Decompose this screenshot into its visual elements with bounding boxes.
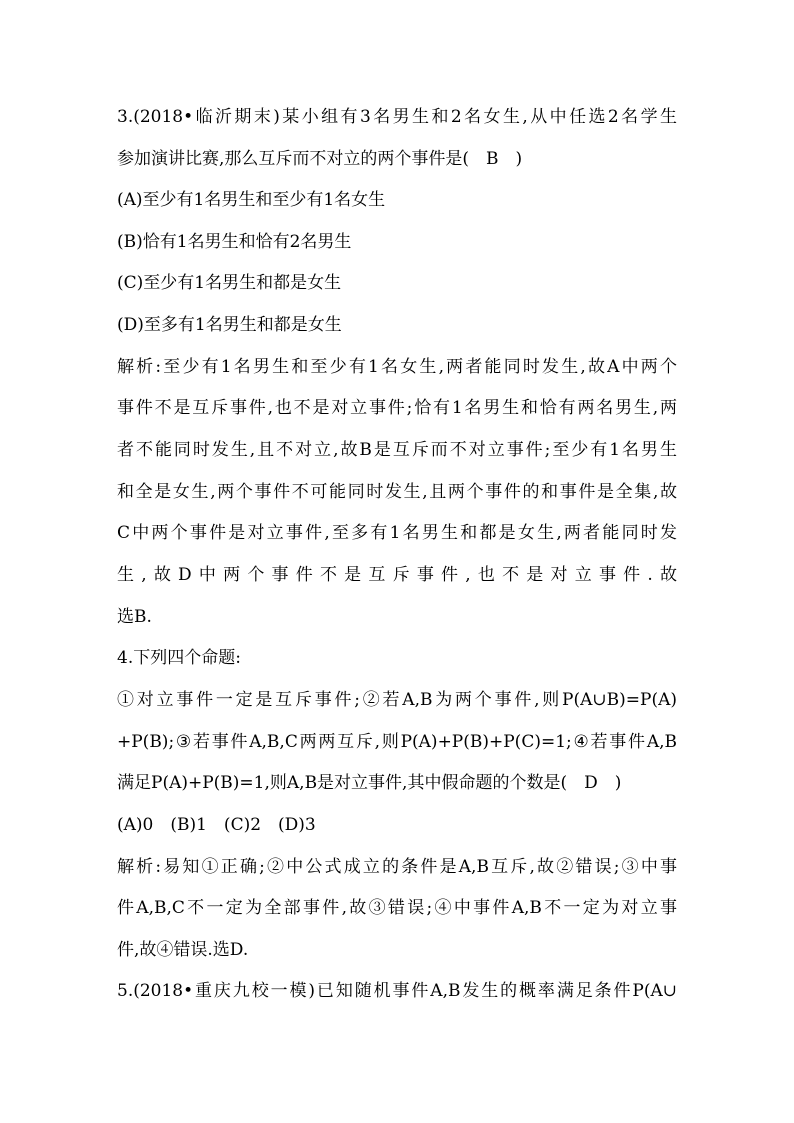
question-3-option-a: (A)至少有1名男生和至少有1名女生 <box>117 190 386 210</box>
question-4-options: (A)0 (B)1 (C)2 (D)3 <box>117 815 316 835</box>
question-3-option-c: (C)至少有1名男生和都是女生 <box>117 273 342 293</box>
question-3-solution-line-2: 事件不是互斥事件,也不是对立事件;恰有1名男生和恰有两名男生,两 <box>117 398 677 418</box>
question-3-solution-line-3: 者不能同时发生,且不对立,故B是互斥而不对立事件;至少有1名男生 <box>117 440 677 460</box>
question-3-solution-line-4: 和全是女生,两个事件不可能同时发生,且两个事件的和事件是全集,故 <box>117 482 677 502</box>
question-3-option-b: (B)恰有1名男生和恰有2名男生 <box>117 232 352 252</box>
question-3-solution-line-5: C中两个事件是对立事件,至多有1名男生和都是女生,两者能同时发 <box>117 523 677 543</box>
question-4-stem-line-2: ①对立事件一定是互斥事件;②若A,B为两个事件,则P(A∪B)=P(A) <box>117 690 677 710</box>
question-5-stem-line-1: 5.(2018•重庆九校一模)已知随机事件A,B发生的概率满足条件P(A∪ <box>117 981 677 1001</box>
question-3-solution-line-1: 解析:至少有1名男生和至少有1名女生,两者能同时发生,故A中两个 <box>117 357 677 377</box>
question-3-solution-line-6: 生,故D中两个事件不是互斥事件,也不是对立事件.故 <box>117 565 677 585</box>
question-4-solution-line-1: 解析:易知①正确;②中公式成立的条件是A,B互斥,故②错误;③中事 <box>117 857 677 877</box>
question-3-stem-line-1: 3.(2018•临沂期末)某小组有3名男生和2名女生,从中任选2名学生 <box>117 107 677 127</box>
question-4-stem-line-3: +P(B);③若事件A,B,C两两互斥,则P(A)+P(B)+P(C)=1;④若事件A,B <box>117 732 677 752</box>
question-4-stem-line-1: 4.下列四个命题: <box>117 648 241 668</box>
question-4-solution-line-3: 件,故④错误.选D. <box>117 940 249 960</box>
question-4-solution-line-2: 件A,B,C不一定为全部事件,故③错误;④中事件A,B不一定为对立事 <box>117 898 677 918</box>
question-3-solution-line-7: 选B. <box>117 607 152 627</box>
question-3-stem-line-2: 参加演讲比赛,那么互斥而不对立的两个事件是( B ) <box>117 149 523 169</box>
question-4-stem-line-4: 满足P(A)+P(B)=1,则A,B是对立事件,其中假命题的个数是( D ) <box>117 773 622 793</box>
question-3-option-d: (D)至多有1名男生和都是女生 <box>117 315 342 335</box>
